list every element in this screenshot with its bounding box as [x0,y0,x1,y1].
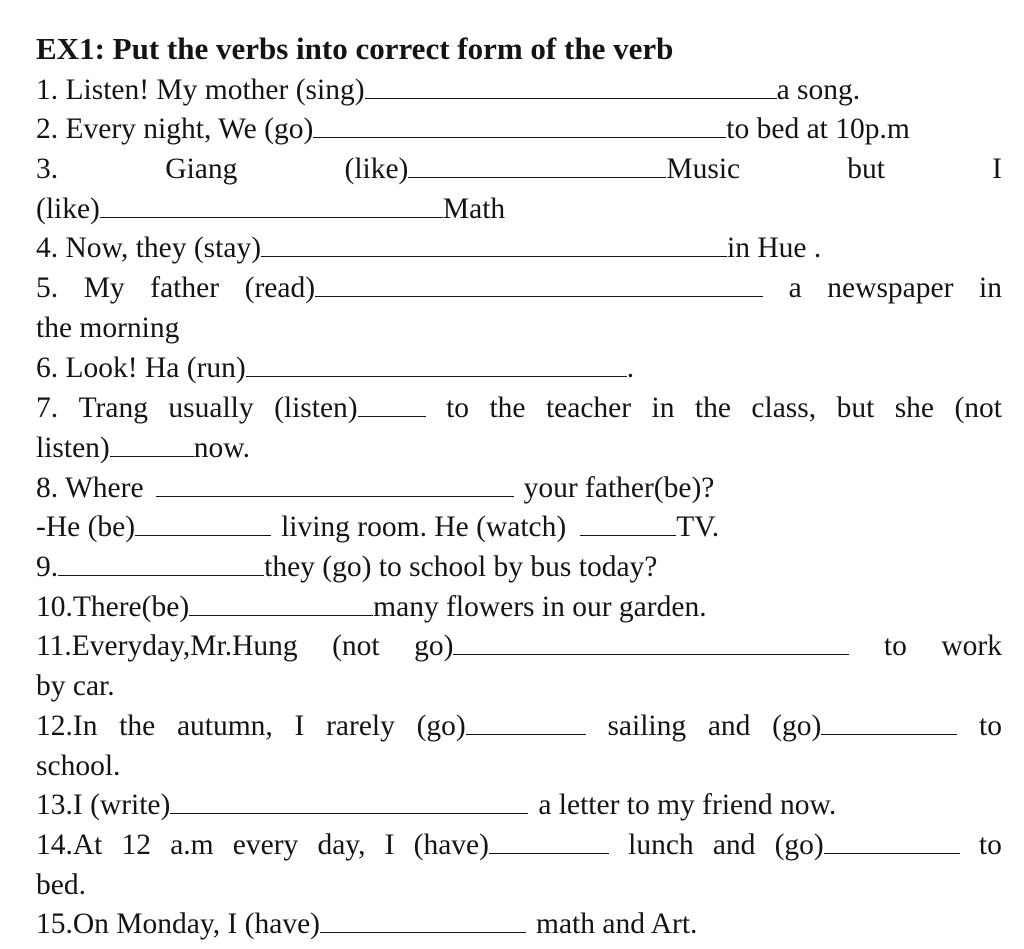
q14-word: and [712,829,756,861]
q8-tail: TV. [676,511,720,543]
q14-word: lunch [628,829,694,861]
q12-word: (go) [416,710,466,742]
q12-word: and [707,710,751,742]
answer-blank[interactable] [320,931,526,933]
question-7-line-2 [36,430,1002,466]
q7-word: but [836,392,875,424]
q2-text: 2. Every night, We (go) [36,113,314,145]
q3-word: but [847,153,885,185]
q3-text: (like) [36,193,100,225]
q3-word: Music [666,153,741,185]
question-6 [36,350,1002,386]
q14-word: every [232,829,299,861]
q11-word: (not [332,630,380,662]
q7-word: in [651,392,675,424]
q14-word-group [414,827,609,863]
q7-word: she [894,392,935,424]
question-5 [36,270,1002,306]
q12-word: to [979,710,1002,742]
question-9 [36,549,1002,585]
question-8-line-2 [36,509,1002,545]
q2-tail: to bed at 10p.m [726,113,910,145]
q4-text: 4. Now, they (stay) [36,232,262,264]
question-12 [36,708,1002,744]
q5-word: in [979,272,1002,304]
answer-blank[interactable] [170,812,528,814]
question-8 [36,470,1002,506]
q4-tail: in Hue . [727,232,822,264]
q14-word: 12 [121,829,152,861]
q1-tail: a song. [776,74,861,106]
q7-tail: now. [193,432,251,464]
q3-tail: Math [442,193,506,225]
q3-word: 3. [36,153,59,185]
q7-word: Trang [78,392,148,424]
q3-word: Giang [165,153,238,185]
q12-word-group [417,708,586,744]
question-4 [36,230,1002,266]
q13-text: 13.I (write) [36,789,171,821]
q14-text: bed. [36,869,86,901]
q8-tail: your father(be)? [523,472,715,504]
q12-word: I [294,710,305,742]
q7-word: (not [954,392,1002,424]
q10-text: 10.There(be) [36,591,190,623]
q15-text: 15.On Monday, I (have) [36,908,320,940]
q5-text: the morning [36,312,180,344]
answer-blank[interactable] [110,455,194,457]
q12-word: sailing [607,710,687,742]
answer-blank[interactable] [824,852,960,854]
q14-word: to [978,829,1002,861]
answer-blank[interactable] [135,534,271,536]
q12-word: autumn, [176,710,273,742]
q14-word: I [384,829,395,861]
q5-word: My [83,272,125,304]
q3-word: I [992,153,1002,185]
answer-blank[interactable] [315,295,763,297]
q13-tail: a letter to my friend now. [538,789,837,821]
answer-blank[interactable] [261,255,727,257]
question-14 [36,827,1002,863]
q6-tail: . [626,352,635,384]
q7-word: class, [751,392,817,424]
answer-blank[interactable] [580,534,676,536]
q7-word: usually [168,392,254,424]
q11-word: to [883,630,907,662]
question-5-line-2 [36,310,1002,346]
q5-word: (read) [244,272,316,304]
answer-blank[interactable] [453,653,849,655]
question-14-line-2 [36,867,1002,903]
q9-text: 9. [36,551,59,583]
answer-blank[interactable] [246,375,627,377]
answer-blank[interactable] [313,136,726,138]
q14-word: a.m [170,829,214,861]
q14-word-group [775,827,960,863]
answer-blank[interactable] [189,614,373,616]
q8-text: living room. He (watch) [281,511,567,543]
question-12-line-2 [36,748,1002,784]
answer-blank[interactable] [408,176,666,178]
q12-word: the [119,710,156,742]
q15-tail: math and Art. [536,908,698,940]
q7-word: (listen) [274,392,358,424]
question-2 [36,111,1002,147]
q14-word: 14.At [36,829,103,861]
q5-word: father [150,272,220,304]
q11-word: go) [414,630,454,662]
q7-word-group [274,390,426,426]
answer-blank[interactable] [58,574,264,576]
exercise-title: EX1: Put the verbs into correct form of the verb [36,31,674,66]
q9-tail: they (go) to school by bus today? [264,551,658,583]
q1-text: 1. Listen! My mother (sing) [36,74,365,106]
q14-word: day, [317,829,366,861]
q7-word: to [446,392,470,424]
q8-text: -He (be) [36,511,136,543]
q7-word: the [694,392,731,424]
question-13 [36,787,1002,823]
q7-text: listen) [36,432,110,464]
answer-blank[interactable] [821,733,957,735]
question-11-line-2 [36,668,1002,704]
q3-word: (like) [344,153,409,185]
question-11 [36,628,1002,664]
q6-text: 6. Look! Ha (run) [36,352,246,384]
q12-word: 12.In [36,710,98,742]
q11-text: by car. [36,670,115,702]
q12-word: rarely [326,710,395,742]
q7-word: teacher [545,392,632,424]
question-3 [36,151,1002,187]
q11-word: 11.Everyday,Mr.Hung [36,630,298,662]
q14-word: (go) [774,829,824,861]
question-7 [36,390,1002,426]
q7-word: 7. [36,392,59,424]
q5-word-group [245,270,763,306]
q12-text: school. [36,750,121,782]
q8-text: 8. Where [36,472,144,504]
q11-word-group [414,628,849,664]
answer-blank[interactable] [365,97,777,99]
answer-blank[interactable] [156,495,514,497]
q12-word: (go) [772,710,822,742]
q3-word-group [345,151,741,187]
q14-word: (have) [413,829,489,861]
q5-word: 5. [36,272,59,304]
question-1 [36,72,1002,108]
q11-word: work [941,630,1002,662]
question-10 [36,589,1002,625]
answer-blank[interactable] [466,733,586,735]
q5-word: a [788,272,802,304]
q12-word-group [772,708,957,744]
question-15 [36,906,1002,942]
answer-blank[interactable] [358,415,426,417]
q7-word: the [489,392,526,424]
q5-word: newspaper [827,272,954,304]
answer-blank[interactable] [489,852,609,854]
question-3-line-2 [36,191,1002,227]
q10-tail: many flowers in our garden. [373,591,707,623]
answer-blank[interactable] [100,216,443,218]
